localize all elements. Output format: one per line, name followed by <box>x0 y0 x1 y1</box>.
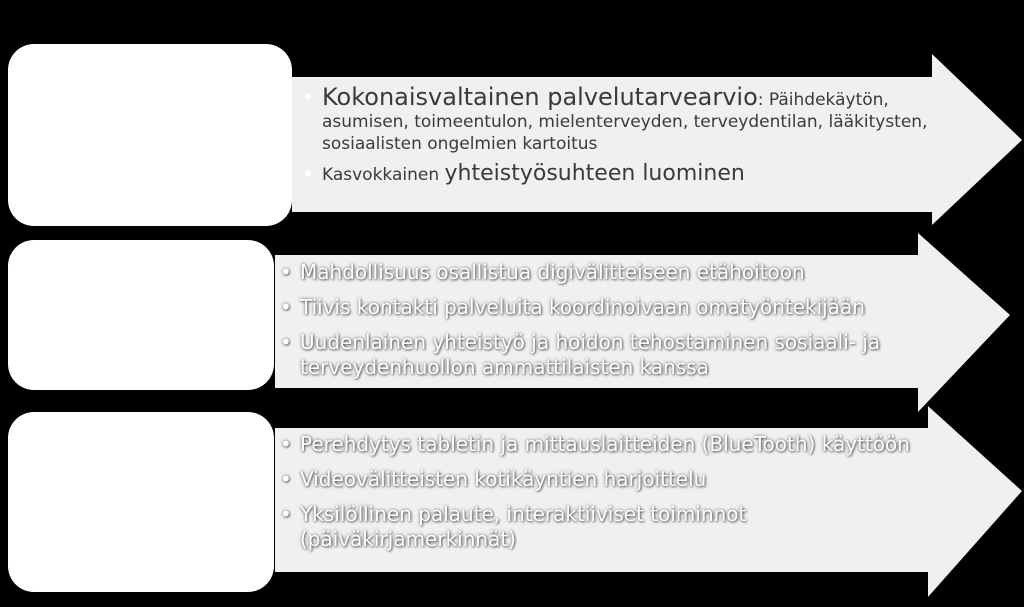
bullet-lead: Kokonaisvaltainen palvelutarvearvio <box>322 83 758 111</box>
list-item <box>300 83 930 155</box>
list-item: • Yksilöllinen palaute, interaktiiviset toiminnot (päiväkirjamerkinnät) <box>278 502 918 552</box>
list-item: • Uudenlainen yhteistyö ja hoidon tehostaminen sosiaali- ja terveydenhuollon ammattilaisten kanssa <box>278 330 918 380</box>
list-item <box>300 163 930 186</box>
left-box-1 <box>8 44 292 226</box>
list-item: • Tiivis kontakti palveluita koordinoivaan omatyöntekijään <box>278 295 918 320</box>
bullet-rest: yhteistyösuhteen luominen <box>444 161 745 186</box>
bullet-lead: Kasvokkainen <box>322 165 445 185</box>
row-3-bullets <box>278 432 918 562</box>
left-box-2 <box>8 240 274 390</box>
row-1-bullets <box>300 83 930 194</box>
left-box-3 <box>8 412 274 592</box>
bullet-rest: : Päihdekäytön, asumisen, toimeentulon, mielenterveyden, terveydentilan, lääkitysten, sosiaalisten ongelmien kartoitus <box>322 90 928 154</box>
list-item: • Perehdytys tabletin ja mittauslaitteiden (BlueTooth) käyttöön <box>278 432 918 457</box>
list-item: • Videovälitteisten kotikäyntien harjoittelu <box>278 467 918 492</box>
row-2-bullets <box>278 260 918 390</box>
list-item: • Mahdollisuus osallistua digivälitteiseen etähoitoon <box>278 260 918 285</box>
